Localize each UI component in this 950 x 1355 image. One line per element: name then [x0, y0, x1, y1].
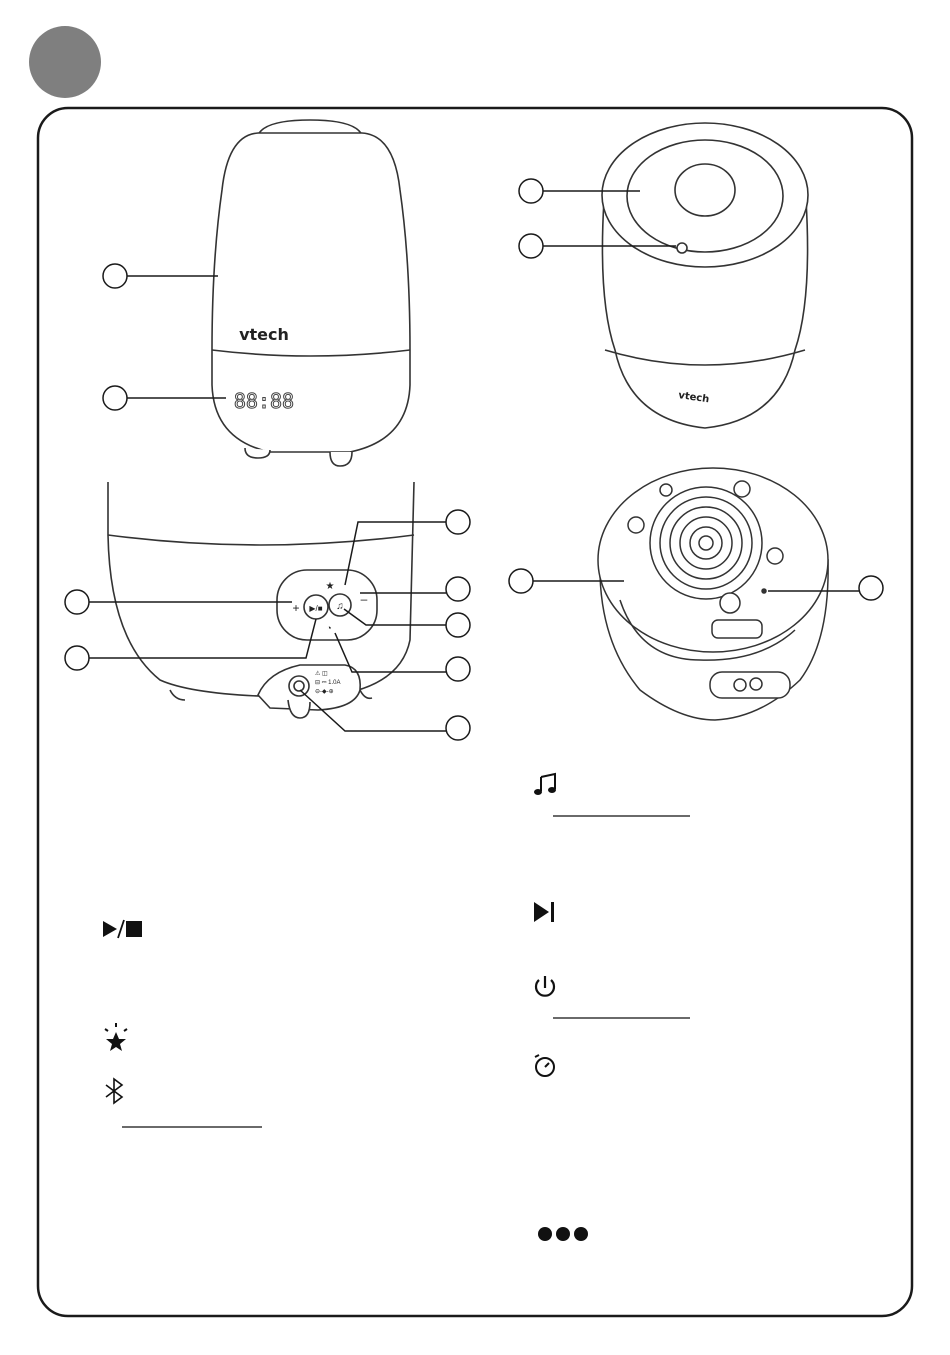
music-note-icon: [534, 774, 556, 795]
bottom-view-illustration: [598, 468, 828, 720]
page-number-circle: [29, 26, 101, 98]
next-track-icon: [534, 902, 554, 922]
three-dots-icon: [538, 1227, 588, 1241]
timer-icon: [535, 1055, 554, 1076]
jack-label-3: ⊖-◆-⊕: [315, 689, 334, 695]
panel-timer-symbol: ◔: [326, 623, 332, 633]
power-icon: [536, 976, 554, 996]
front-view-illustration: [212, 120, 410, 466]
brand-logo-front: vtech: [239, 325, 289, 344]
panel-light-symbol: ★: [325, 581, 335, 592]
bluetooth-icon: [106, 1079, 122, 1103]
night-light-icon: [105, 1023, 127, 1051]
callout-front-body: [103, 264, 218, 288]
button-panel-illustration: [108, 482, 414, 718]
jack-label-2: ⊟ ⎓ 1.0A: [315, 680, 341, 686]
panel-minus-symbol: –: [360, 592, 368, 606]
panel-plus-symbol: +: [292, 601, 300, 615]
back-view-illustration: [602, 123, 808, 428]
panel-play-stop-symbol: ▶/■: [309, 604, 323, 613]
play-stop-icon: [103, 920, 142, 938]
jack-label-1: ⚠ ◫: [315, 671, 328, 677]
panel-music-symbol: ♫: [336, 601, 344, 612]
callout-front-display: [103, 386, 226, 410]
clock-display: 88:88: [233, 389, 295, 413]
brand-logo-back: vtech: [677, 390, 710, 406]
